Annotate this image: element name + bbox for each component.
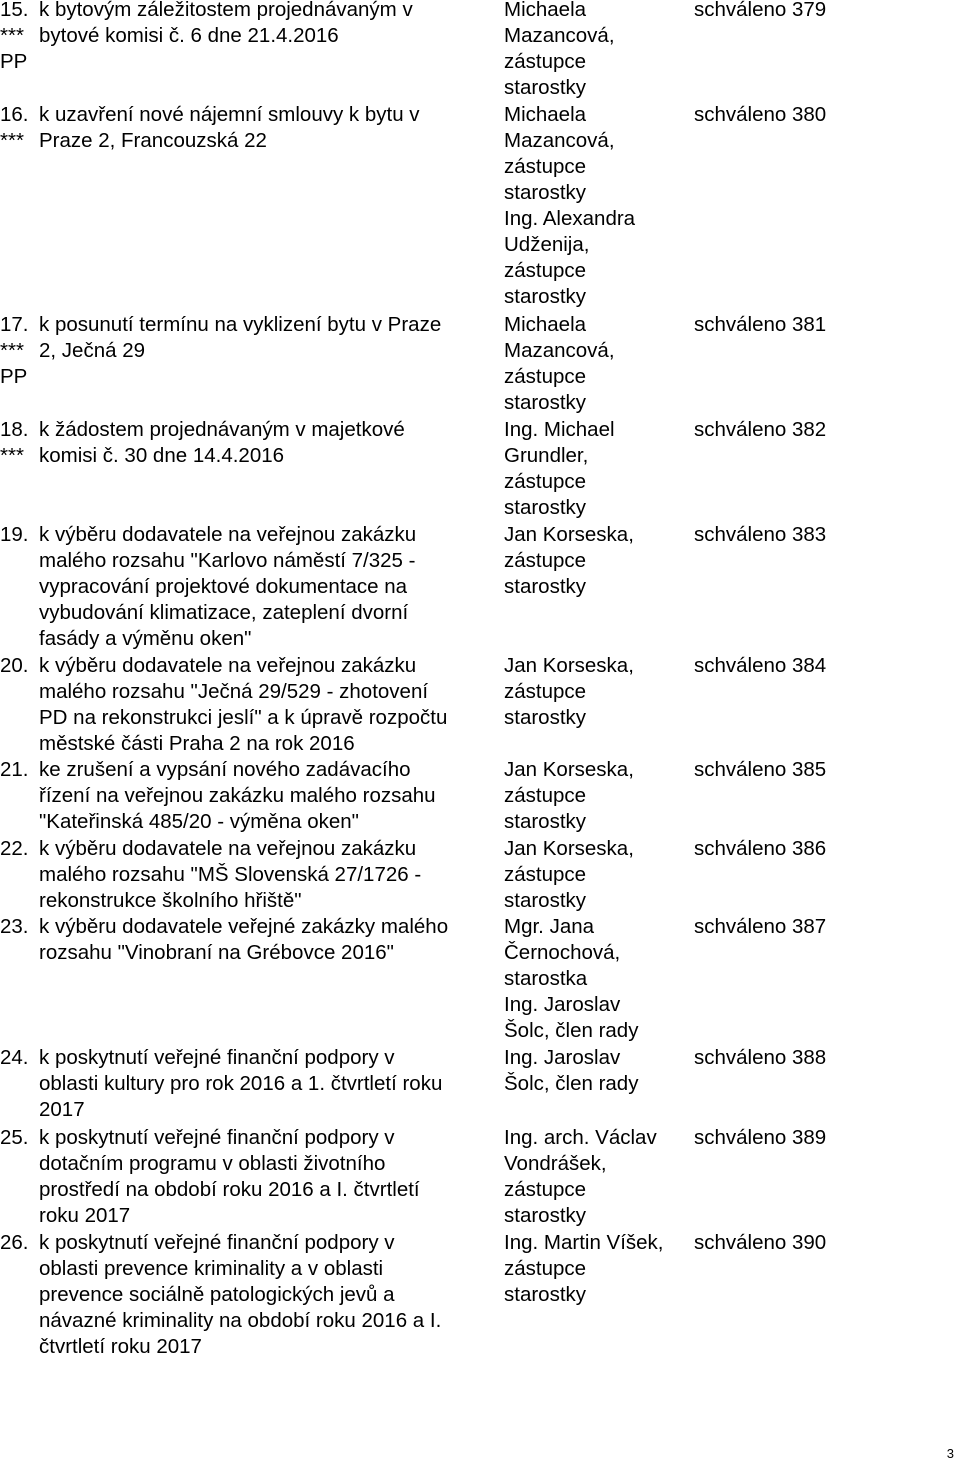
item-title-line: k poskytnutí veřejné finanční podpory v bbox=[39, 1231, 395, 1254]
item-title-line: 2, Ječná 29 bbox=[39, 339, 145, 362]
item-title-line: čtvrtletí roku 2017 bbox=[39, 1335, 202, 1358]
item-presenter bbox=[504, 836, 689, 914]
item-result: schváleno 386 bbox=[694, 837, 827, 860]
item-number bbox=[0, 653, 40, 679]
item-title-line: fasády a výměnu oken" bbox=[39, 627, 252, 650]
item-presenter-line: Michaela bbox=[504, 0, 587, 21]
item-result: schváleno 380 bbox=[694, 103, 827, 126]
item-result: schváleno 385 bbox=[694, 758, 827, 781]
item-presenter bbox=[504, 1230, 689, 1308]
item-number-line: *** bbox=[0, 339, 24, 362]
item-presenter-line: Mgr. Jana bbox=[504, 915, 595, 938]
item-presenter bbox=[504, 1045, 689, 1097]
item-number bbox=[0, 1125, 40, 1151]
item-number-line: 15. bbox=[0, 0, 29, 21]
item-presenter-line: starostky bbox=[504, 285, 587, 308]
item-title-line: prostředí na období roku 2016 a I. čtvrtletí bbox=[39, 1178, 420, 1201]
item-number-line: 19. bbox=[0, 523, 29, 546]
item-result: schváleno 387 bbox=[694, 915, 827, 938]
item-presenter-line: Ing. Martin Víšek, bbox=[504, 1231, 664, 1254]
item-title-line: malého rozsahu "Karlovo náměstí 7/325 - bbox=[39, 549, 416, 572]
item-presenter-line: Mazancová, bbox=[504, 24, 615, 47]
item-title-line: k uzavření nové nájemní smlouvy k bytu v bbox=[39, 103, 420, 126]
item-result: schváleno 381 bbox=[694, 313, 827, 336]
item-number-line: 21. bbox=[0, 758, 29, 781]
item-title-line: řízení na veřejnou zakázku malého rozsahu bbox=[39, 784, 436, 807]
item-presenter bbox=[504, 914, 689, 1044]
item-presenter-line: zástupce bbox=[504, 259, 587, 282]
item-presenter-line: Šolc, člen rady bbox=[504, 1019, 639, 1042]
item-number-line: *** bbox=[0, 444, 24, 467]
item-title bbox=[39, 1045, 501, 1123]
item-presenter-line: zástupce bbox=[504, 155, 587, 178]
item-presenter-line: starostky bbox=[504, 889, 587, 912]
item-result: schváleno 389 bbox=[694, 1126, 827, 1149]
item-number-line: 18. bbox=[0, 418, 29, 441]
item-result: schváleno 384 bbox=[694, 654, 827, 677]
item-presenter-line: zástupce bbox=[504, 863, 587, 886]
item-number-line: 24. bbox=[0, 1046, 29, 1069]
item-title bbox=[39, 757, 501, 835]
item-title-line: k výběru dodavatele veřejné zakázky malého bbox=[39, 915, 449, 938]
item-number bbox=[0, 836, 40, 862]
item-number bbox=[0, 522, 40, 548]
item-title-line: oblasti prevence kriminality a v oblasti bbox=[39, 1257, 384, 1280]
item-number bbox=[0, 102, 40, 154]
item-presenter bbox=[504, 312, 689, 416]
item-number bbox=[0, 1230, 40, 1256]
item-presenter-line: Černochová, bbox=[504, 941, 621, 964]
item-presenter-line: zástupce bbox=[504, 50, 587, 73]
item-presenter bbox=[504, 1125, 689, 1229]
item-title-line: rekonstrukce školního hřiště" bbox=[39, 889, 302, 912]
item-title bbox=[39, 522, 501, 652]
item-number-line: 22. bbox=[0, 837, 29, 860]
item-presenter-line: zástupce bbox=[504, 365, 587, 388]
item-result: schváleno 382 bbox=[694, 418, 827, 441]
item-title-line: k poskytnutí veřejné finanční podpory v bbox=[39, 1046, 395, 1069]
item-title-line: prevence sociálně patologických jevů a bbox=[39, 1283, 395, 1306]
item-number-line: PP bbox=[0, 365, 28, 388]
item-result: schváleno 388 bbox=[694, 1046, 827, 1069]
item-title-line: komisi č. 30 dne 14.4.2016 bbox=[39, 444, 285, 467]
item-title-line: ke zrušení a vypsání nového zadávacího bbox=[39, 758, 411, 781]
item-presenter-line: starostky bbox=[504, 575, 587, 598]
item-presenter-line: starostky bbox=[504, 706, 587, 729]
item-number-line: 25. bbox=[0, 1126, 29, 1149]
item-number-line: *** bbox=[0, 24, 24, 47]
item-number bbox=[0, 312, 40, 390]
item-presenter-line: Udženija, bbox=[504, 233, 590, 256]
item-presenter-line: Jan Korseska, bbox=[504, 523, 634, 546]
item-presenter-line: Ing. Jaroslav bbox=[504, 1046, 621, 1069]
item-presenter-line: starostky bbox=[504, 496, 587, 519]
item-presenter-line: Vondrášek, bbox=[504, 1152, 607, 1175]
item-title bbox=[39, 1125, 501, 1229]
item-title-line: k bytovým záležitostem projednávaným v bbox=[39, 0, 413, 21]
item-presenter bbox=[504, 0, 689, 101]
item-presenter-line: Šolc, člen rady bbox=[504, 1072, 639, 1095]
item-number bbox=[0, 757, 40, 783]
item-title-line: vypracování projektové dokumentace na bbox=[39, 575, 408, 598]
item-title-line: roku 2017 bbox=[39, 1204, 131, 1227]
item-title-line: k výběru dodavatele na veřejnou zakázku bbox=[39, 654, 417, 677]
item-number bbox=[0, 914, 40, 940]
item-title-line: Praze 2, Francouzská 22 bbox=[39, 129, 267, 152]
item-presenter bbox=[504, 653, 689, 731]
item-presenter-line: Ing. Michael bbox=[504, 418, 615, 441]
item-presenter-line: starostky bbox=[504, 391, 587, 414]
item-title bbox=[39, 0, 501, 49]
item-presenter-line: Ing. Alexandra bbox=[504, 207, 636, 230]
item-number-line: 17. bbox=[0, 313, 29, 336]
item-title-line: oblasti kultury pro rok 2016 a 1. čtvrtletí roku bbox=[39, 1072, 443, 1095]
item-presenter-line: starostka bbox=[504, 967, 588, 990]
item-presenter-line: Mazancová, bbox=[504, 129, 615, 152]
item-title-line: vybudování klimatizace, zateplení dvorní bbox=[39, 601, 409, 624]
item-title-line: k výběru dodavatele na veřejnou zakázku bbox=[39, 837, 417, 860]
item-number-line: 16. bbox=[0, 103, 29, 126]
item-title-line: městské části Praha 2 na rok 2016 bbox=[39, 732, 355, 755]
item-presenter-line: starostky bbox=[504, 1204, 587, 1227]
item-result: schváleno 379 bbox=[694, 0, 827, 21]
item-result: schváleno 390 bbox=[694, 1231, 827, 1254]
item-number bbox=[0, 0, 40, 75]
item-presenter-line: zástupce bbox=[504, 1257, 587, 1280]
item-title bbox=[39, 102, 501, 154]
item-title-line: 2017 bbox=[39, 1098, 85, 1121]
item-title-line: návazné kriminality na období roku 2016 a I. bbox=[39, 1309, 442, 1332]
item-title-line: k žádostem projednávaným v majetkové bbox=[39, 418, 405, 441]
item-presenter-line: starostky bbox=[504, 76, 587, 99]
item-title bbox=[39, 914, 501, 966]
item-presenter bbox=[504, 102, 689, 310]
item-presenter-line: zástupce bbox=[504, 1178, 587, 1201]
item-title bbox=[39, 417, 501, 469]
item-presenter-line: Ing. arch. Václav bbox=[504, 1126, 657, 1149]
item-presenter bbox=[504, 522, 689, 600]
item-title-line: malého rozsahu "MŠ Slovenská 27/1726 - bbox=[39, 863, 422, 886]
item-title-line: bytové komisi č. 6 dne 21.4.2016 bbox=[39, 24, 339, 47]
item-title bbox=[39, 1230, 501, 1360]
item-presenter-line: zástupce bbox=[504, 549, 587, 572]
item-presenter-line: Jan Korseska, bbox=[504, 758, 634, 781]
item-presenter-line: Ing. Jaroslav bbox=[504, 993, 621, 1016]
item-title-line: PD na rekonstrukci jeslí" a k úpravě rozpočtu bbox=[39, 706, 448, 729]
item-presenter-line: starostky bbox=[504, 1283, 587, 1306]
item-presenter-line: Michaela bbox=[504, 103, 587, 126]
item-number-line: 26. bbox=[0, 1231, 29, 1254]
item-title-line: rozsahu "Vinobraní na Grébovce 2016" bbox=[39, 941, 394, 964]
item-presenter-line: starostky bbox=[504, 181, 587, 204]
item-number-line: 23. bbox=[0, 915, 29, 938]
item-presenter-line: Grundler, bbox=[504, 444, 589, 467]
item-number-line: PP bbox=[0, 50, 28, 73]
item-presenter-line: Jan Korseska, bbox=[504, 654, 634, 677]
item-title-line: "Kateřinská 485/20 - výměna oken" bbox=[39, 810, 359, 833]
item-number-line: 20. bbox=[0, 654, 29, 677]
item-title-line: k poskytnutí veřejné finanční podpory v bbox=[39, 1126, 395, 1149]
item-presenter-line: Jan Korseska, bbox=[504, 837, 634, 860]
item-title bbox=[39, 836, 501, 914]
item-title-line: k výběru dodavatele na veřejnou zakázku bbox=[39, 523, 417, 546]
item-presenter-line: zástupce bbox=[504, 470, 587, 493]
item-presenter-line: zástupce bbox=[504, 680, 587, 703]
item-presenter bbox=[504, 757, 689, 835]
item-title-line: dotačním programu v oblasti životního bbox=[39, 1152, 386, 1175]
item-presenter bbox=[504, 417, 689, 521]
item-number bbox=[0, 417, 40, 469]
item-number bbox=[0, 1045, 40, 1071]
item-presenter-line: starostky bbox=[504, 810, 587, 833]
item-presenter-line: zástupce bbox=[504, 784, 587, 807]
item-presenter-line: Michaela bbox=[504, 313, 587, 336]
item-result: schváleno 383 bbox=[694, 523, 827, 546]
item-title-line: malého rozsahu "Ječná 29/529 - zhotovení bbox=[39, 680, 429, 703]
item-title bbox=[39, 653, 501, 757]
item-title bbox=[39, 312, 501, 364]
page-number: 3 bbox=[946, 1446, 954, 1461]
item-presenter-line: Mazancová, bbox=[504, 339, 615, 362]
item-number-line: *** bbox=[0, 129, 24, 152]
item-title-line: k posunutí termínu na vyklizení bytu v Praze bbox=[39, 313, 442, 336]
